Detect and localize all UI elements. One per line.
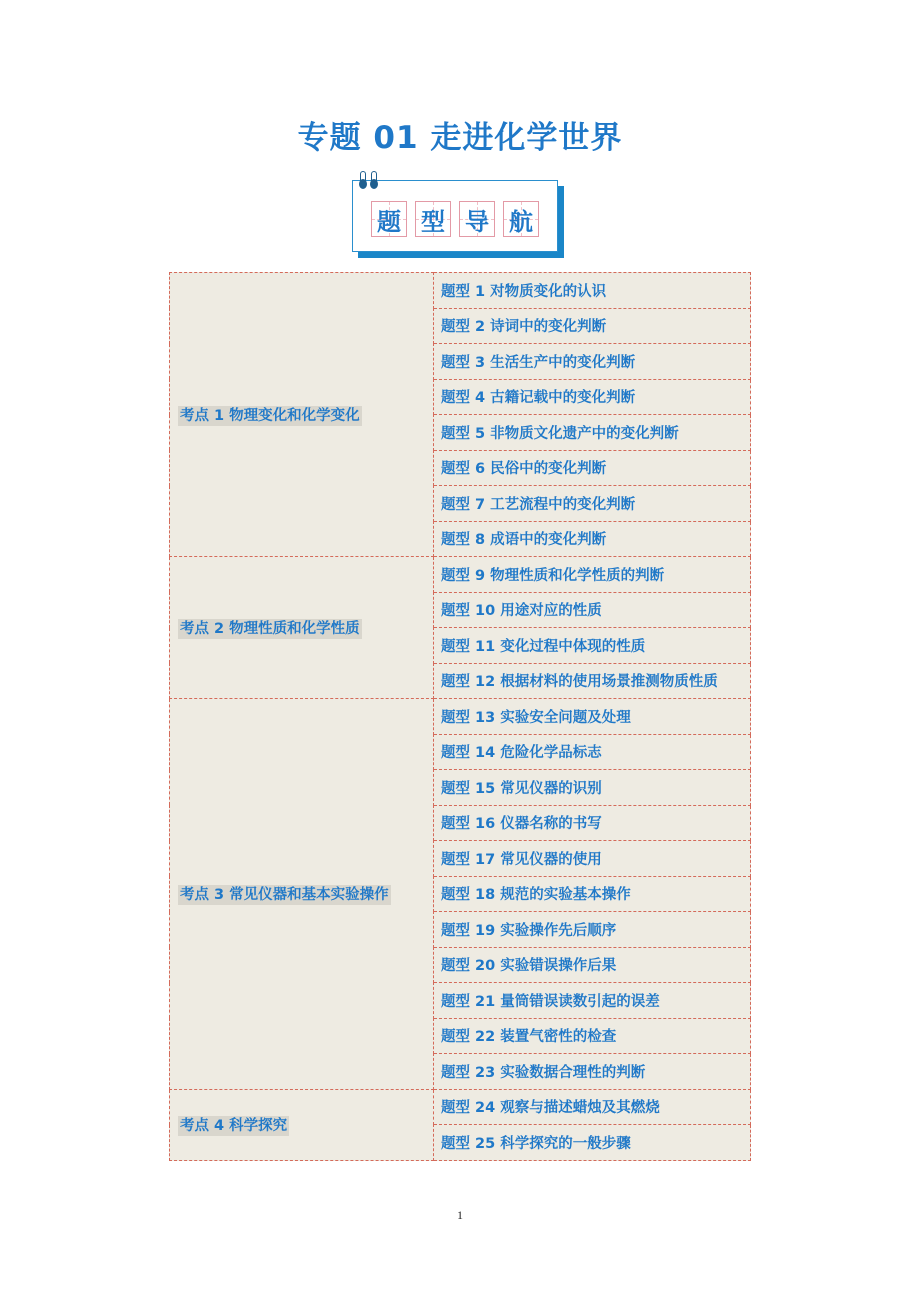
exam-point-label[interactable]: 考点 1 物理变化和化学变化 <box>180 408 360 424</box>
question-type-item[interactable]: 题型 22 装置气密性的检查 <box>434 1018 751 1054</box>
exam-point-cell <box>170 699 434 1090</box>
page-title: 专题 01 走进化学世界 <box>297 120 623 156</box>
pin-icon <box>370 179 378 189</box>
badge-char-cell: 导 <box>459 201 495 237</box>
question-type-item[interactable]: 题型 18 规范的实验基本操作 <box>434 876 751 912</box>
question-type-item[interactable]: 题型 23 实验数据合理性的判断 <box>434 1054 751 1090</box>
question-type-item[interactable]: 题型 20 实验错误操作后果 <box>434 947 751 983</box>
question-type-item[interactable]: 题型 4 古籍记载中的变化判断 <box>434 379 751 415</box>
topic-table <box>169 272 751 1161</box>
table-row <box>170 699 751 735</box>
exam-point-cell <box>170 273 434 557</box>
question-type-item[interactable]: 题型 1 对物质变化的认识 <box>434 273 751 309</box>
question-type-item[interactable]: 题型 21 量筒错误读数引起的误差 <box>434 983 751 1019</box>
badge-card <box>352 180 558 252</box>
question-type-item[interactable]: 题型 12 根据材料的使用场景推测物质性质 <box>434 663 751 699</box>
question-type-item[interactable]: 题型 5 非物质文化遗产中的变化判断 <box>434 415 751 451</box>
exam-point-label[interactable]: 考点 4 科学探究 <box>180 1118 288 1134</box>
question-type-item[interactable]: 题型 19 实验操作先后顺序 <box>434 912 751 948</box>
section-badge <box>352 180 564 258</box>
question-type-item[interactable]: 题型 24 观察与描述蜡烛及其燃烧 <box>434 1089 751 1125</box>
table-row <box>170 273 751 309</box>
question-type-item[interactable]: 题型 8 成语中的变化判断 <box>434 521 751 557</box>
question-type-item[interactable]: 题型 2 诗词中的变化判断 <box>434 308 751 344</box>
question-type-item[interactable]: 题型 7 工艺流程中的变化判断 <box>434 486 751 522</box>
badge-char-cell: 航 <box>503 201 539 237</box>
table-row <box>170 557 751 593</box>
exam-point-cell <box>170 1089 434 1160</box>
question-type-item[interactable]: 题型 9 物理性质和化学性质的判断 <box>434 557 751 593</box>
table-row <box>170 1089 751 1125</box>
question-type-item[interactable]: 题型 3 生活生产中的变化判断 <box>434 344 751 380</box>
question-type-item[interactable]: 题型 14 危险化学品标志 <box>434 734 751 770</box>
exam-point-label[interactable]: 考点 2 物理性质和化学性质 <box>180 621 360 637</box>
badge-char-cell: 型 <box>415 201 451 237</box>
page-number: 1 <box>457 1208 463 1222</box>
question-type-item[interactable]: 题型 11 变化过程中体现的性质 <box>434 628 751 664</box>
pin-icon <box>359 179 367 189</box>
question-type-item[interactable]: 题型 6 民俗中的变化判断 <box>434 450 751 486</box>
badge-char-cell: 题 <box>371 201 407 237</box>
exam-point-cell <box>170 557 434 699</box>
question-type-item[interactable]: 题型 17 常见仪器的使用 <box>434 841 751 877</box>
question-type-item[interactable]: 题型 13 实验安全问题及处理 <box>434 699 751 735</box>
question-type-item[interactable]: 题型 25 科学探究的一般步骤 <box>434 1125 751 1161</box>
exam-point-label[interactable]: 考点 3 常见仪器和基本实验操作 <box>180 887 389 904</box>
question-type-item[interactable]: 题型 15 常见仪器的识别 <box>434 770 751 806</box>
question-type-item[interactable]: 题型 16 仪器名称的书写 <box>434 805 751 841</box>
question-type-item[interactable]: 题型 10 用途对应的性质 <box>434 592 751 628</box>
